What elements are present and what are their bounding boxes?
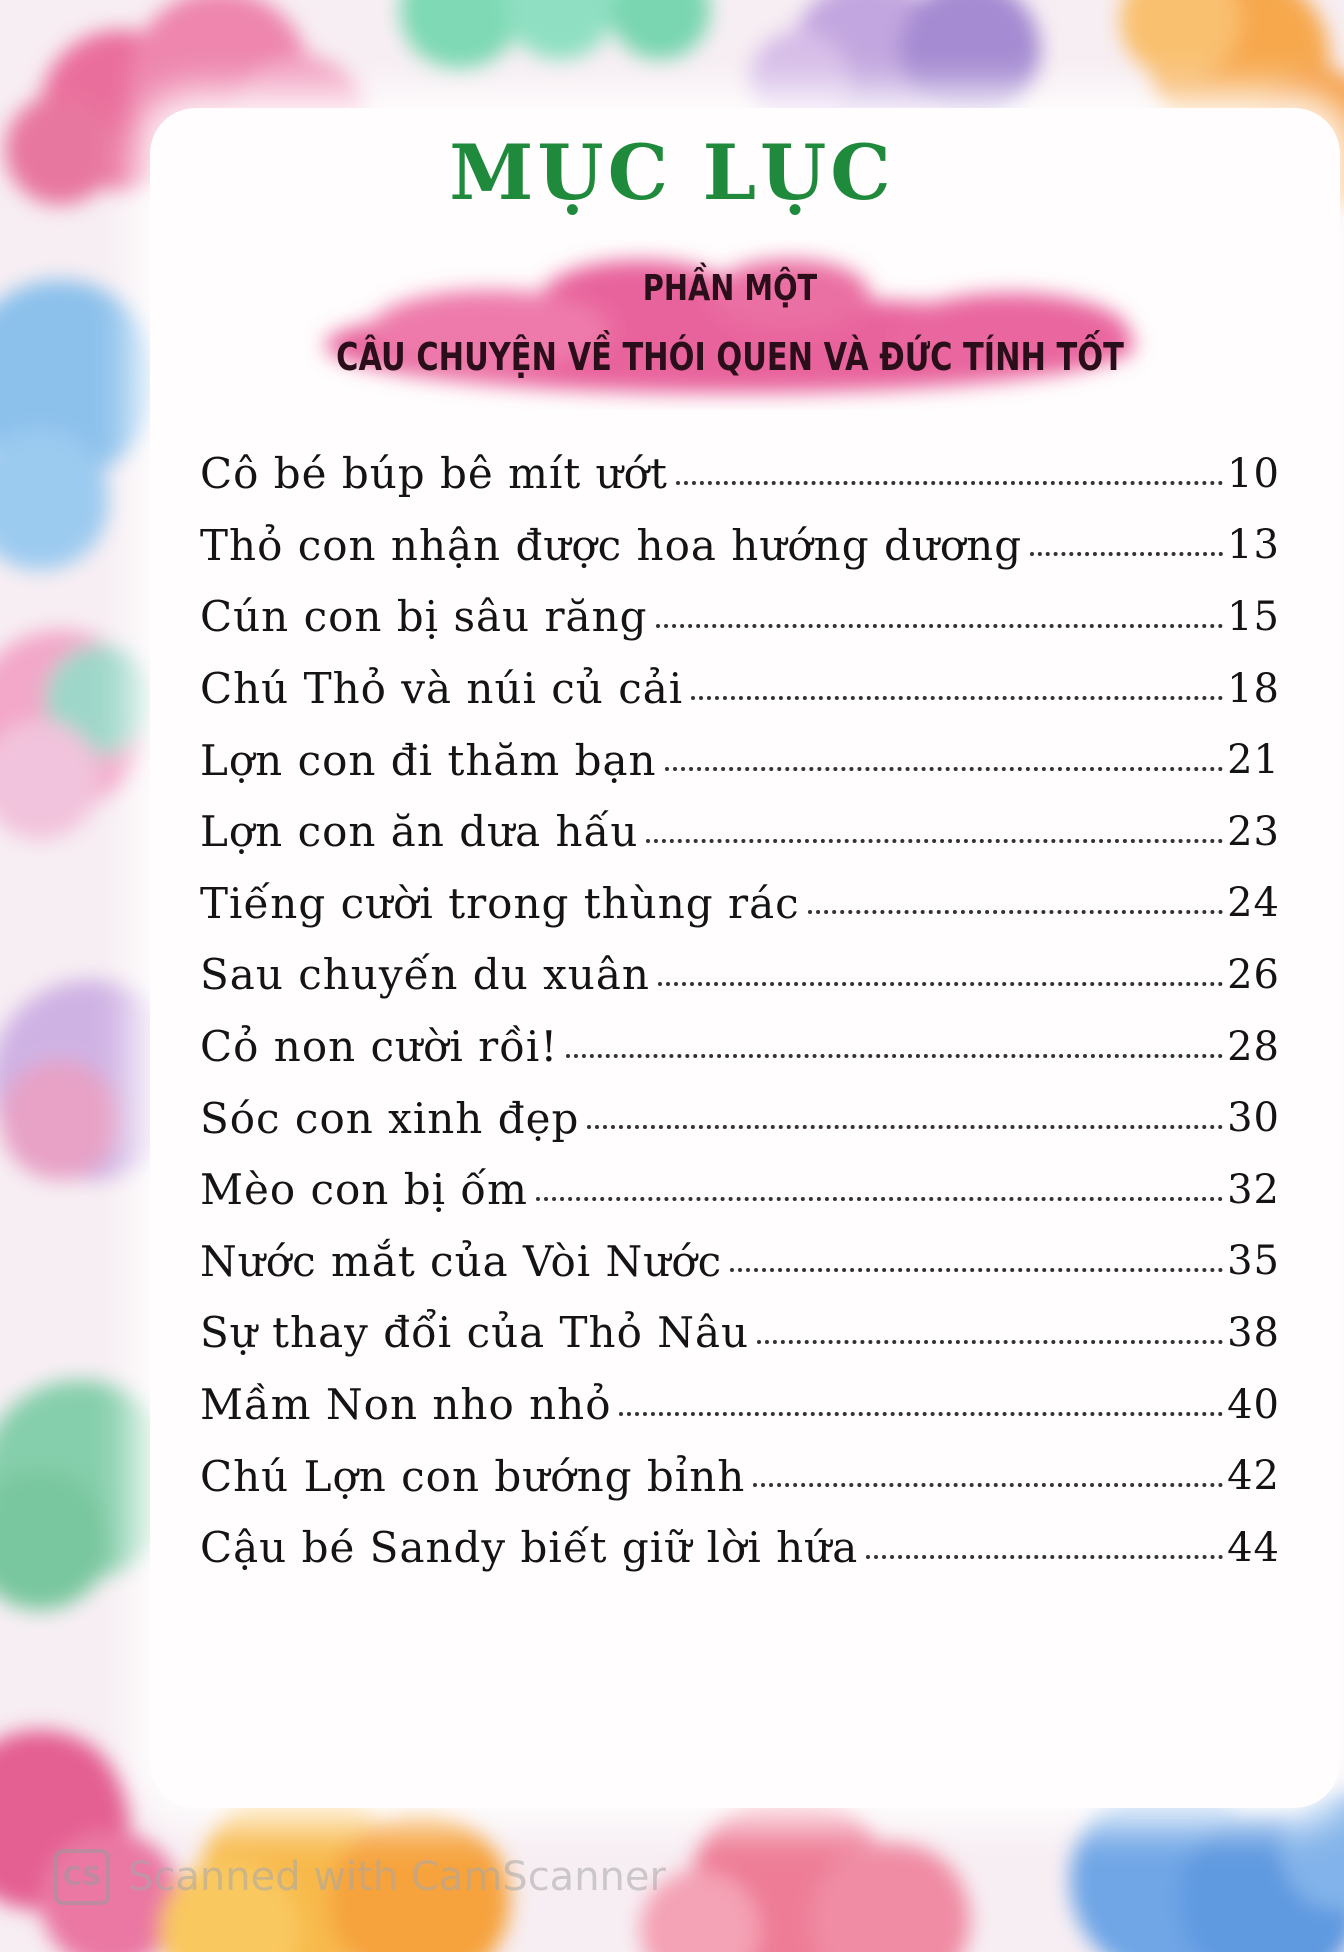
toc-entry[interactable]: [200, 1512, 1280, 1584]
dot-leader: [866, 1555, 1223, 1559]
dot-leader: [691, 696, 1223, 700]
toc-entry-page: 13: [1227, 522, 1280, 569]
toc-entry-page: 35: [1227, 1238, 1280, 1285]
toc-entry[interactable]: [200, 581, 1280, 653]
dot-leader: [665, 767, 1224, 771]
toc-entry[interactable]: [200, 724, 1280, 796]
part-title: CÂU CHUYỆN VỀ THÓI QUEN VÀ ĐỨC TÍNH TỐT: [336, 335, 1124, 379]
toc-entry-title: Chú Lợn con bướng bỉnh: [200, 1451, 746, 1501]
toc-entry-title: Lợn con ăn dưa hấu: [200, 807, 639, 857]
dot-leader: [587, 1125, 1223, 1129]
section-banner: [290, 240, 1170, 410]
dot-leader: [536, 1197, 1223, 1201]
toc-entry-title: Lợn con đi thăm bạn: [200, 735, 657, 785]
toc-entry-title: Cô bé búp bê mít ướt: [200, 449, 668, 499]
toc-entry-page: 44: [1227, 1524, 1280, 1571]
dot-leader: [656, 624, 1224, 628]
toc-entry-page: 15: [1227, 593, 1280, 640]
toc-entry-title: Sau chuyến du xuân: [200, 950, 650, 1000]
toc-entry-page: 42: [1227, 1453, 1280, 1500]
dot-leader: [619, 1412, 1223, 1416]
toc-entry-page: 21: [1227, 737, 1280, 784]
toc-entry[interactable]: [200, 438, 1280, 510]
toc-entry-title: Sự thay đổi của Thỏ Nâu: [200, 1308, 750, 1358]
toc-entry-title: Cún con bị sâu răng: [200, 592, 648, 642]
toc-entry-title: Cỏ non cười rồi!: [200, 1022, 559, 1072]
dot-leader: [676, 481, 1223, 485]
toc-entry-page: 32: [1227, 1166, 1280, 1213]
toc-entry-page: 10: [1227, 450, 1280, 497]
toc-entry-title: Sóc con xinh đẹp: [200, 1093, 580, 1143]
toc-entry[interactable]: [200, 510, 1280, 582]
toc-entry[interactable]: [200, 1154, 1280, 1226]
toc-entry[interactable]: [200, 796, 1280, 868]
toc-entry[interactable]: [200, 1297, 1280, 1369]
dot-leader: [1030, 552, 1223, 556]
toc-entry[interactable]: [200, 1226, 1280, 1298]
dot-leader: [658, 982, 1223, 986]
toc-entry-page: 40: [1227, 1381, 1280, 1428]
toc-entry[interactable]: [200, 1011, 1280, 1083]
toc-entry-title: Mèo con bị ốm: [200, 1165, 528, 1215]
toc-entry-page: 18: [1227, 665, 1280, 712]
toc-entry-title: Cậu bé Sandy biết giữ lời hứa: [200, 1523, 859, 1573]
toc-entry-page: 23: [1227, 808, 1280, 855]
watermark-text: Scanned with CamScanner: [128, 1854, 666, 1900]
dot-leader: [808, 910, 1223, 914]
toc-entry[interactable]: [200, 1082, 1280, 1154]
toc-entry[interactable]: [200, 868, 1280, 940]
toc-entry-page: 30: [1227, 1095, 1280, 1142]
toc-entry-page: 26: [1227, 951, 1280, 998]
toc-entry[interactable]: [200, 1369, 1280, 1441]
toc-entry-title: Tiếng cười trong thùng rác: [200, 878, 800, 928]
dot-leader: [753, 1483, 1223, 1487]
toc-entry[interactable]: [200, 653, 1280, 725]
toc-entry[interactable]: [200, 1440, 1280, 1512]
camscanner-logo-icon: CS: [54, 1849, 110, 1905]
toc-entry-page: 38: [1227, 1309, 1280, 1356]
dot-leader: [757, 1340, 1223, 1344]
toc-entry-title: Thỏ con nhận được hoa hướng dương: [200, 520, 1023, 570]
toc-entry-title: Nước mắt của Vòi Nước: [200, 1236, 723, 1286]
toc-entry-page: 28: [1227, 1023, 1280, 1070]
dot-leader: [730, 1268, 1223, 1272]
camscanner-watermark: [54, 1847, 666, 1907]
page-title: MỤC LỤC: [449, 128, 895, 217]
toc-entry[interactable]: [200, 939, 1280, 1011]
part-label: PHẦN MỘT: [642, 268, 818, 309]
toc-entry-title: Mầm Non nho nhỏ: [200, 1380, 612, 1430]
dot-leader: [646, 839, 1223, 843]
toc-entry-title: Chú Thỏ và núi củ cải: [200, 664, 684, 714]
toc-list: [200, 438, 1280, 1584]
toc-entry-page: 24: [1227, 880, 1280, 927]
dot-leader: [566, 1054, 1223, 1058]
